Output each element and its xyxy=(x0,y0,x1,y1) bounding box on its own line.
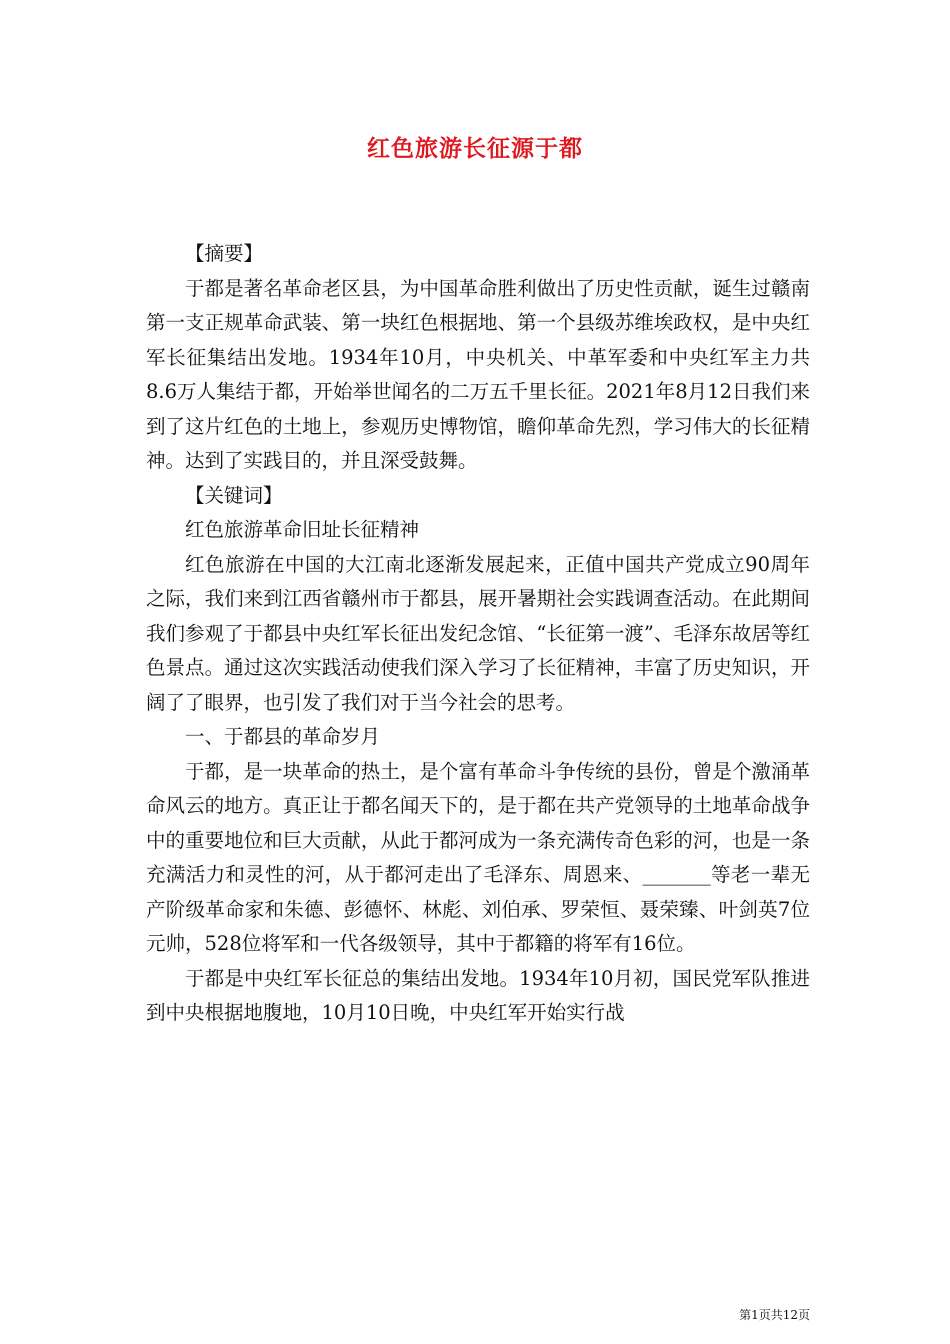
document-body xyxy=(146,237,810,1031)
keywords-heading: 【关键词】 xyxy=(185,483,283,507)
keywords-paragraph: 红色旅游革命旧址长征精神 xyxy=(185,518,420,541)
page-number-footer: 第1页共12页 xyxy=(739,1308,810,1322)
section-heading-1: 一、于都县的革命岁月 xyxy=(185,725,381,748)
intro-paragraph: 红色旅游在中国的大江南北逐渐发展起来，正值中国共产党成立90周年之际，我们来到江西省赣州市于都县，展开暑期社会实践调查活动。在此期间我们参观了于都县中央红军长征出发纪念馆、“长征第一渡”、毛泽东故居等红色景点。通过这次实践活动使我们深入学习了长征精神，丰富了历史知识，开阔了了眼界，也引发了我们对于当今社会的思考。 xyxy=(146,552,810,714)
abstract-heading: 【摘要】 xyxy=(185,242,264,265)
section-1-paragraph-1: 于都，是一块革命的热土，是个富有革命斗争传统的县份，曾是个激涌革命风云的地方。真正让于都名闻天下的，是于都在共产党领导的土地革命战争中的重要地位和巨大贡献，从此于都河成为一条充满传奇色彩的河，也是一条充满活力和灵性的河，从于都河走出了毛泽东、周恩来、_______等老一辈无产阶级革命家和朱德、彭德怀、林彪、刘伯承、罗荣恒、聂荣臻、叶剑英7位元帅，528位将军和一代各级领导，其中于都籍的将军有16位。 xyxy=(146,759,810,955)
document-title: 红色旅游长征源于都 xyxy=(367,135,583,162)
abstract-paragraph: 于都是著名革命老区县，为中国革命胜利做出了历史性贡献，诞生过赣南第一支正规革命武装、第一块红色根据地、第一个县级苏维埃政权，是中央红军长征集结出发地。1934年10月，中央机关、中革军委和中央红军主力共8.6万人集结于都，开始举世闻名的二万五千里长征。2021年8月12日我们来到了这片红色的土地上，参观历史博物馆，瞻仰革命先烈，学习伟大的长征精神。达到了实践目的，并且深受鼓舞。 xyxy=(146,276,810,472)
section-1-paragraph-2: 于都是中央红军长征总的集结出发地。1934年10月初，国民党军队推进到中央根据地腹地，10月10日晚，中央红军开始实行战 xyxy=(146,966,810,1024)
